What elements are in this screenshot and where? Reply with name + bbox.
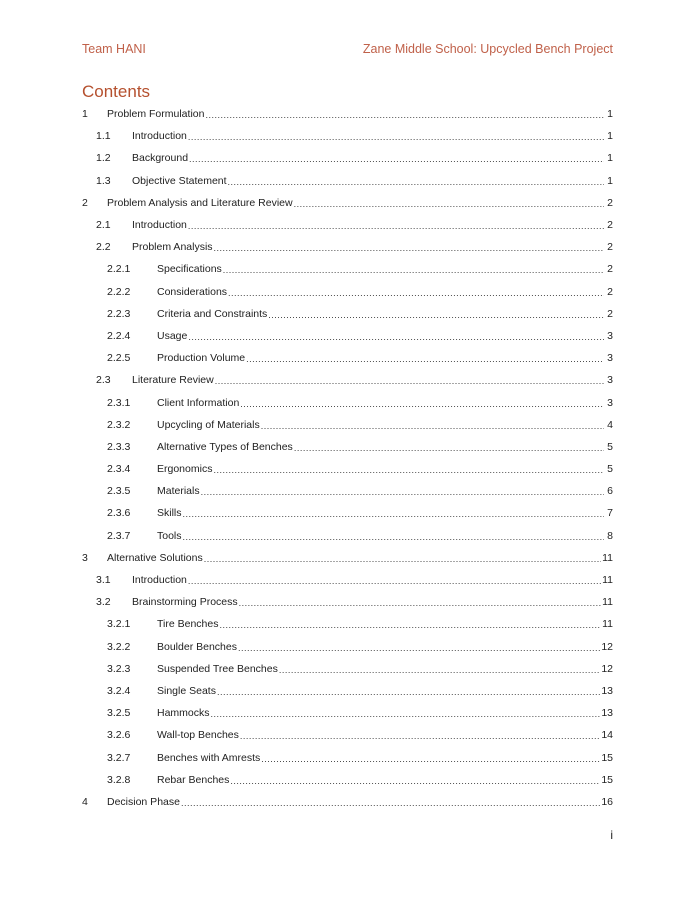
toc-entry-number: 2.2.1 (107, 263, 131, 276)
toc-entry-title: Usage (157, 329, 188, 342)
toc-entry-page: 2 (607, 241, 613, 254)
toc-entry-page: 15 (601, 751, 613, 764)
toc-entry-number: 3.2.8 (107, 773, 131, 786)
toc-entry-title: Tire Benches (157, 618, 219, 631)
toc-entry-page: 1 (607, 108, 613, 121)
dot-leader (261, 754, 600, 764)
toc-entry-page: 14 (601, 729, 613, 742)
toc-entry-title: Single Seats (157, 684, 216, 697)
toc-entry-title: Ergonomics (157, 463, 213, 476)
toc-entry[interactable] (82, 680, 613, 702)
toc-entry-page: 11 (602, 596, 613, 609)
dot-leader (268, 310, 604, 320)
toc-entry-page: 6 (607, 485, 613, 498)
dot-leader (240, 399, 604, 409)
toc-entry-title: Boulder Benches (157, 640, 237, 653)
toc-entry-page: 3 (607, 374, 613, 387)
dot-leader (239, 598, 601, 608)
toc-entry-number: 2.3.6 (107, 507, 131, 520)
dot-leader (246, 354, 604, 364)
dot-leader (261, 421, 604, 431)
toc-entry-title: Tools (157, 529, 182, 542)
toc-entry-page: 2 (607, 196, 613, 209)
toc-entry-title: Materials (157, 485, 200, 498)
toc-entry-page: 8 (607, 529, 613, 542)
toc-entry[interactable] (82, 192, 613, 214)
toc-entry-page: 11 (602, 551, 613, 564)
dot-leader (294, 443, 604, 453)
toc-entry-number: 2.2 (96, 241, 111, 254)
toc-entry[interactable] (82, 458, 613, 480)
toc-heading: Contents (82, 82, 151, 101)
toc-entry-title: Criteria and Constraints (157, 307, 268, 320)
toc-entry-title: Client Information (157, 396, 240, 409)
toc-entry[interactable] (82, 325, 613, 347)
footer-page-number: i (610, 828, 613, 842)
toc-entry-title: Production Volume (157, 352, 246, 365)
toc-entry-title: Introduction (132, 130, 187, 143)
dot-leader (219, 620, 601, 630)
toc-entry[interactable] (82, 724, 613, 746)
toc-entry-page: 7 (607, 507, 613, 520)
dot-leader (188, 221, 604, 231)
toc-entry-title: Skills (157, 507, 182, 520)
toc-entry[interactable] (82, 658, 613, 680)
toc-entry[interactable] (82, 525, 613, 547)
toc-entry-number: 3.2.7 (107, 751, 131, 764)
toc-entry-page: 15 (601, 773, 613, 786)
toc-entry[interactable] (82, 636, 613, 658)
toc-entry[interactable] (82, 281, 613, 303)
dot-leader (183, 509, 604, 519)
toc-entry-page: 4 (607, 418, 613, 431)
dot-leader (189, 154, 604, 164)
toc-entry[interactable] (82, 769, 613, 791)
toc-entry-title: Problem Formulation (107, 108, 205, 121)
toc-entry[interactable] (82, 791, 613, 813)
toc-entry-title: Decision Phase (107, 795, 180, 808)
dot-leader (201, 487, 604, 497)
toc-entry[interactable] (82, 436, 613, 458)
dot-leader (240, 731, 600, 741)
toc-entry-title: Background (132, 152, 189, 165)
toc-entry[interactable] (82, 369, 613, 391)
toc-entry-number: 2.2.5 (107, 352, 131, 365)
toc-entry[interactable] (82, 702, 613, 724)
toc-entry-title: Introduction (132, 219, 187, 232)
toc-entry-number: 2.1 (96, 219, 111, 232)
toc-entry-title: Problem Analysis and Literature Review (107, 196, 293, 209)
dot-leader (188, 576, 601, 586)
dot-leader (188, 132, 604, 142)
toc-entry-number: 2 (82, 196, 88, 209)
toc-entry[interactable] (82, 414, 613, 436)
toc-entry[interactable] (82, 214, 613, 236)
toc-entry-page: 12 (601, 640, 613, 653)
toc-entry-page: 2 (607, 263, 613, 276)
toc-entry-title: Alternative Types of Benches (157, 440, 293, 453)
toc-entry-title: Specifications (157, 263, 222, 276)
dot-leader (214, 243, 604, 253)
dot-leader (181, 798, 600, 808)
toc-entry-title: Problem Analysis (132, 241, 213, 254)
toc-entry-number: 2.3 (96, 374, 111, 387)
dot-leader (294, 199, 604, 209)
toc-entry-title: Upcycling of Materials (157, 418, 260, 431)
toc-entry-number: 2.3.3 (107, 440, 131, 453)
toc-entry-number: 2.3.2 (107, 418, 131, 431)
dot-leader (217, 687, 600, 697)
toc-entry[interactable] (82, 103, 613, 125)
toc-entry-page: 1 (607, 174, 613, 187)
toc-entry-number: 2.3.7 (107, 529, 131, 542)
toc-entry[interactable] (82, 258, 613, 280)
dot-leader (183, 532, 604, 542)
toc-entry-title: Suspended Tree Benches (157, 662, 278, 675)
header-project-title: Zane Middle School: Upcycled Bench Project (362, 42, 613, 56)
toc-entry-number: 3.2.3 (107, 662, 131, 675)
toc-entry-page: 3 (607, 396, 613, 409)
toc-entry-title: Hammocks (157, 707, 210, 720)
toc-entry[interactable] (82, 480, 613, 502)
toc-entry-number: 1.1 (96, 130, 111, 143)
toc-entry-page: 13 (601, 684, 613, 697)
toc-entry-number: 2.3.1 (107, 396, 131, 409)
dot-leader (205, 110, 604, 120)
toc-entry-title: Literature Review (132, 374, 214, 387)
toc-entry[interactable] (82, 502, 613, 524)
toc-entry-number: 4 (82, 795, 88, 808)
toc-entry-number: 3.1 (96, 574, 111, 587)
toc-entry-page: 11 (602, 574, 613, 587)
toc-entry-page: 5 (607, 440, 613, 453)
toc-entry[interactable] (82, 125, 613, 147)
toc-entry-page: 16 (601, 795, 613, 808)
toc-entry-page: 2 (607, 307, 613, 320)
dot-leader (230, 776, 600, 786)
toc-entry[interactable] (82, 303, 613, 325)
dot-leader (211, 709, 601, 719)
toc-entry[interactable] (82, 236, 613, 258)
toc-entry-number: 2.2.2 (107, 285, 131, 298)
dot-leader (213, 465, 604, 475)
toc-entry-number: 2.2.4 (107, 329, 131, 342)
toc-entry[interactable] (82, 391, 613, 413)
toc-entry-number: 2.3.4 (107, 463, 131, 476)
toc-entry[interactable] (82, 147, 613, 169)
toc-entry-number: 3.2 (96, 596, 111, 609)
toc-entry-number: 2.2.3 (107, 307, 131, 320)
toc-entry-number: 1.2 (96, 152, 111, 165)
toc-entry-number: 3.2.2 (107, 640, 131, 653)
toc-entry[interactable] (82, 347, 613, 369)
toc-entry-page: 1 (607, 152, 613, 165)
toc-entry-number: 1 (82, 108, 88, 121)
toc-entry-title: Objective Statement (132, 174, 227, 187)
toc-entry-number: 3 (82, 551, 88, 564)
toc-entry-number: 3.2.6 (107, 729, 131, 742)
toc-entry-number: 2.3.5 (107, 485, 131, 498)
toc-entry-page: 3 (607, 352, 613, 365)
toc-entry-page: 12 (601, 662, 613, 675)
toc-entry-page: 2 (607, 219, 613, 232)
toc-entry[interactable] (82, 569, 613, 591)
table-of-contents (82, 103, 613, 813)
dot-leader (188, 332, 604, 342)
toc-entry[interactable] (82, 170, 613, 192)
toc-entry-title: Benches with Amrests (157, 751, 261, 764)
toc-entry-page: 5 (607, 463, 613, 476)
toc-entry-title: Introduction (132, 574, 187, 587)
toc-entry-page: 11 (602, 618, 613, 631)
toc-entry-number: 3.2.5 (107, 707, 131, 720)
dot-leader (279, 665, 600, 675)
toc-entry-page: 1 (607, 130, 613, 143)
toc-entry-page: 3 (607, 329, 613, 342)
toc-entry-number: 3.2.4 (107, 684, 131, 697)
toc-entry-number: 1.3 (96, 174, 111, 187)
dot-leader (228, 177, 604, 187)
dot-leader (223, 265, 604, 275)
toc-entry-title: Considerations (157, 285, 228, 298)
dot-leader (238, 643, 600, 653)
toc-entry-title: Brainstorming Process (132, 596, 238, 609)
toc-entry[interactable] (82, 547, 613, 569)
dot-leader (215, 376, 604, 386)
toc-entry-title: Wall-top Benches (157, 729, 239, 742)
dot-leader (204, 554, 601, 564)
toc-entry[interactable] (82, 591, 613, 613)
toc-entry-title: Alternative Solutions (107, 551, 203, 564)
toc-entry-number: 3.2.1 (107, 618, 131, 631)
dot-leader (228, 288, 604, 298)
toc-entry[interactable] (82, 746, 613, 768)
toc-entry[interactable] (82, 613, 613, 635)
toc-entry-page: 2 (607, 285, 613, 298)
toc-entry-page: 13 (601, 707, 613, 720)
toc-entry-title: Rebar Benches (157, 773, 230, 786)
header-team-name: Team HANI (82, 42, 146, 56)
